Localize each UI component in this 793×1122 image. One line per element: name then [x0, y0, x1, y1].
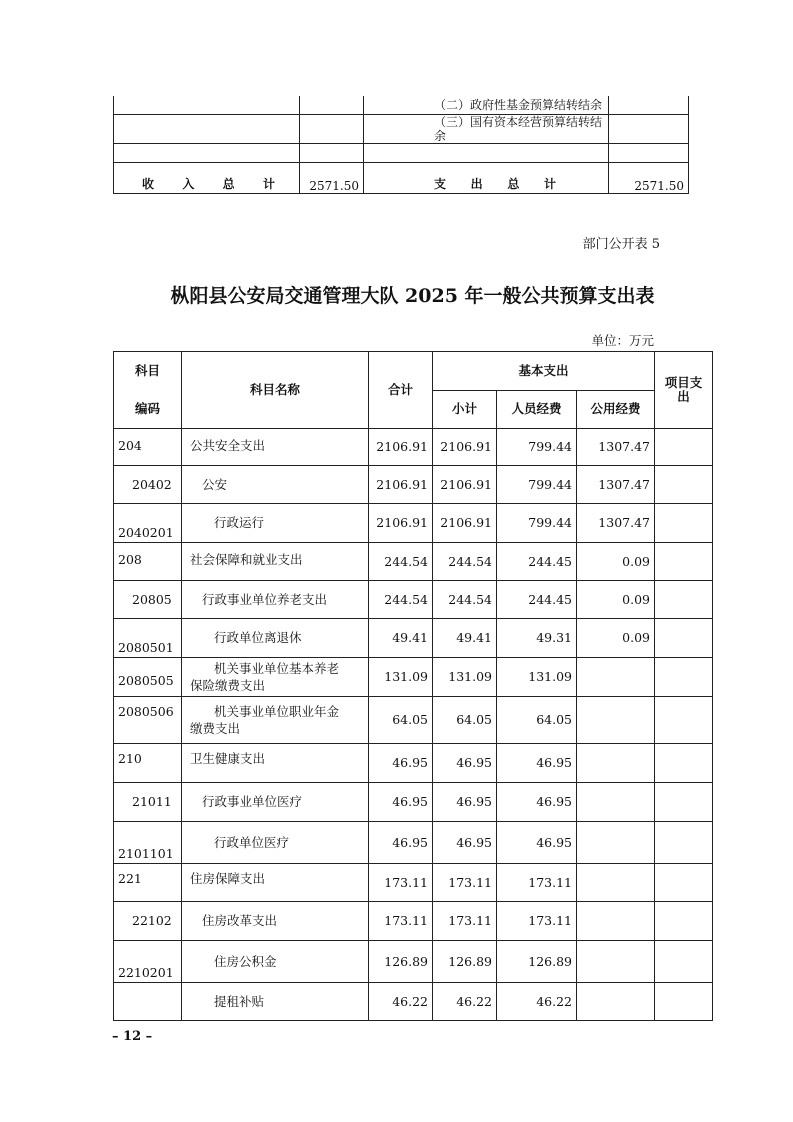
- row-total: 2106.91: [369, 466, 433, 504]
- row-code: 221: [114, 864, 182, 902]
- row-subtotal: 173.11: [433, 864, 497, 902]
- header-basic: 基本支出: [433, 352, 655, 391]
- row-public: [577, 744, 655, 783]
- row-subtotal: 64.05: [433, 697, 497, 744]
- row-code: 208: [114, 543, 182, 581]
- table-row: [114, 543, 713, 581]
- top-continuation-table: [113, 96, 689, 194]
- row-personnel: 46.22: [497, 983, 577, 1021]
- unit-label: 单位：万元: [591, 333, 654, 348]
- row-name: 行政单位医疗: [182, 822, 369, 864]
- row-project: [655, 619, 713, 658]
- row-personnel: 49.31: [497, 619, 577, 658]
- row-project: [655, 941, 713, 983]
- header-project: 项目支出: [655, 352, 713, 429]
- table-row: [114, 429, 713, 466]
- row-code: 2080501: [114, 619, 182, 658]
- row-total: 46.95: [369, 783, 433, 822]
- row-label: （三）国有资本经营预算结转结余: [364, 115, 609, 144]
- row-personnel: 46.95: [497, 783, 577, 822]
- row-subtotal: 244.54: [433, 581, 497, 619]
- row-name: 住房改革支出: [182, 902, 369, 941]
- row-public: 0.09: [577, 543, 655, 581]
- row-code: 2101101: [114, 822, 182, 864]
- table-row: [114, 902, 713, 941]
- expense-total-value: 2571.50: [609, 163, 689, 194]
- row-personnel: 46.95: [497, 822, 577, 864]
- row-total: 46.95: [369, 822, 433, 864]
- row-code: 2080505: [114, 658, 182, 697]
- row-subtotal: 46.95: [433, 744, 497, 783]
- table-row: [114, 619, 713, 658]
- header-code: 科目 编码: [114, 352, 182, 429]
- row-name: 机关事业单位职业年金 缴费支出: [182, 697, 369, 744]
- table-id-label: 部门公开表 5: [582, 237, 660, 252]
- row-public: [577, 983, 655, 1021]
- row-project: [655, 744, 713, 783]
- row-subtotal: 131.09: [433, 658, 497, 697]
- row-total: 244.54: [369, 543, 433, 581]
- row-personnel: 46.95: [497, 744, 577, 783]
- header-row: [114, 352, 713, 391]
- row-project: [655, 658, 713, 697]
- row-name: 机关事业单位基本养老 保险缴费支出: [182, 658, 369, 697]
- income-total-label: 收 入 总 计: [114, 163, 300, 194]
- row-code: [114, 983, 182, 1021]
- row-personnel: 131.09: [497, 658, 577, 697]
- row-project: [655, 864, 713, 902]
- row-project: [655, 902, 713, 941]
- row-public: [577, 902, 655, 941]
- row-personnel: 799.44: [497, 466, 577, 504]
- table-row: [114, 504, 713, 543]
- row-name: 住房公积金: [182, 941, 369, 983]
- row-name: 提租补贴: [182, 983, 369, 1021]
- row-total: 46.22: [369, 983, 433, 1021]
- total-row: [114, 163, 689, 194]
- page-title: 枞阳县公安局交通管理大队 2025 年一般公共预算支出表: [170, 285, 655, 307]
- row-personnel: 173.11: [497, 864, 577, 902]
- row-project: [655, 581, 713, 619]
- table-row: [114, 658, 713, 697]
- row-public: 1307.47: [577, 466, 655, 504]
- table-row: [114, 864, 713, 902]
- row-name: 住房保障支出: [182, 864, 369, 902]
- header-subtotal: 小计: [433, 390, 497, 429]
- row-public: [577, 941, 655, 983]
- row-personnel: 64.05: [497, 697, 577, 744]
- row-name: 行政单位离退休: [182, 619, 369, 658]
- row-total: 2106.91: [369, 504, 433, 543]
- row-project: [655, 504, 713, 543]
- row-personnel: 244.45: [497, 543, 577, 581]
- row-subtotal: 46.95: [433, 822, 497, 864]
- row-personnel: 126.89: [497, 941, 577, 983]
- row-subtotal: 2106.91: [433, 429, 497, 466]
- row-code: 2040201: [114, 504, 182, 543]
- row-personnel: 799.44: [497, 504, 577, 543]
- row-subtotal: 173.11: [433, 902, 497, 941]
- row-name: 社会保障和就业支出: [182, 543, 369, 581]
- row-name: 卫生健康支出: [182, 744, 369, 783]
- row-subtotal: 49.41: [433, 619, 497, 658]
- row-subtotal: 126.89: [433, 941, 497, 983]
- row-total: 131.09: [369, 658, 433, 697]
- row-project: [655, 543, 713, 581]
- row-public: 0.09: [577, 619, 655, 658]
- row-name: 行政事业单位医疗: [182, 783, 369, 822]
- row-project: [655, 466, 713, 504]
- row-total: 173.11: [369, 902, 433, 941]
- page-number: – 12 –: [112, 1029, 153, 1044]
- row-name: 公共安全支出: [182, 429, 369, 466]
- row-code: 210: [114, 744, 182, 783]
- table-row: [114, 744, 713, 783]
- row-project: [655, 983, 713, 1021]
- expense-total-label: 支 出 总 计: [364, 163, 609, 194]
- table-row: [114, 697, 713, 744]
- row-public: [577, 864, 655, 902]
- row-subtotal: 2106.91: [433, 466, 497, 504]
- row-name: 行政事业单位养老支出: [182, 581, 369, 619]
- row-code: 20805: [114, 581, 182, 619]
- header-personnel: 人员经费: [497, 390, 577, 429]
- row-public: 0.09: [577, 581, 655, 619]
- row-public: [577, 697, 655, 744]
- row-public: [577, 658, 655, 697]
- row-total: 126.89: [369, 941, 433, 983]
- header-name: 科目名称: [182, 352, 369, 429]
- table-row: [114, 941, 713, 983]
- income-total-value: 2571.50: [300, 163, 364, 194]
- row-total: 173.11: [369, 864, 433, 902]
- table-row: [114, 783, 713, 822]
- table-row: [114, 115, 689, 144]
- row-total: 2106.91: [369, 429, 433, 466]
- row-project: [655, 697, 713, 744]
- table-row: [114, 822, 713, 864]
- row-project: [655, 822, 713, 864]
- header-total: 合计: [369, 352, 433, 429]
- row-total: 244.54: [369, 581, 433, 619]
- row-code: 21011: [114, 783, 182, 822]
- row-project: [655, 783, 713, 822]
- row-subtotal: 46.95: [433, 783, 497, 822]
- row-label: （二）政府性基金预算结转结余: [364, 96, 609, 115]
- row-public: 1307.47: [577, 429, 655, 466]
- table-row: [114, 983, 713, 1021]
- row-code: 2080506: [114, 697, 182, 744]
- row-subtotal: 46.22: [433, 983, 497, 1021]
- row-code: 2210201: [114, 941, 182, 983]
- row-code: 20402: [114, 466, 182, 504]
- expenditure-table: [113, 351, 713, 1021]
- table-row: [114, 144, 689, 163]
- row-personnel: 799.44: [497, 429, 577, 466]
- header-public: 公用经费: [577, 390, 655, 429]
- row-personnel: 244.45: [497, 581, 577, 619]
- row-total: 46.95: [369, 744, 433, 783]
- row-code: 22102: [114, 902, 182, 941]
- table-row: [114, 96, 689, 115]
- row-code: 204: [114, 429, 182, 466]
- table-row: [114, 581, 713, 619]
- row-name: 公安: [182, 466, 369, 504]
- row-project: [655, 429, 713, 466]
- row-total: 49.41: [369, 619, 433, 658]
- row-subtotal: 2106.91: [433, 504, 497, 543]
- row-subtotal: 244.54: [433, 543, 497, 581]
- row-name: 行政运行: [182, 504, 369, 543]
- row-total: 64.05: [369, 697, 433, 744]
- row-public: [577, 822, 655, 864]
- table-row: [114, 466, 713, 504]
- row-public: [577, 783, 655, 822]
- row-personnel: 173.11: [497, 902, 577, 941]
- row-public: 1307.47: [577, 504, 655, 543]
